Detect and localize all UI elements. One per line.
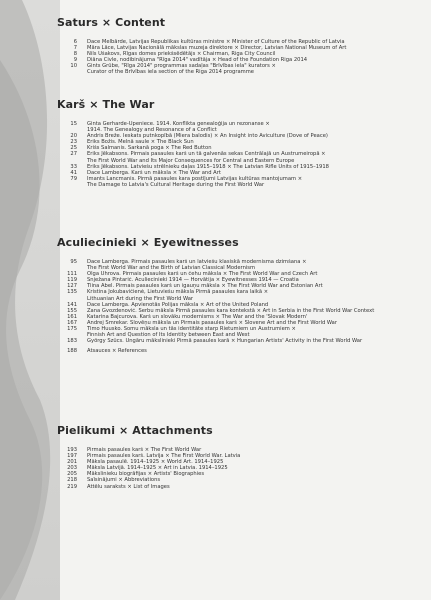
entry-title: Finnish Art and Question of Its Identity between East and West <box>87 332 250 339</box>
page-number: 15 <box>70 121 77 127</box>
entry-title: Curator of the Brīvības iela section of the Riga 2014 programme <box>87 69 254 76</box>
entry-title: Andrej Smrekar. Slovēņu māksla un Pirmais pasaules karš × Slovene Art and the First World War <box>87 319 337 326</box>
entry-title: Ginta Gerharde-Upeniece. 1914. Konflikta genealoģija un rezonanse × <box>87 121 270 127</box>
page-number <box>55 182 87 188</box>
page-number: 205 <box>67 471 77 478</box>
entry-title: Gints Grūbe, "Rīga 2014" programmas sadaļas "Brīvības iela" kurators × <box>87 63 276 70</box>
page-number: 7 <box>73 45 77 52</box>
page-number: 27 <box>70 151 77 158</box>
entry-title: Attēlu saraksts × List of Images <box>87 483 170 490</box>
page-number: 203 <box>67 465 77 472</box>
entry-title: Ēriks Jēkabsons. Latviešu strēlnieku daļas 1915–1918 × The Latvian Rifle Units of 1915–1918 <box>87 163 329 170</box>
page-number: 79 <box>70 175 77 182</box>
page-number: 167 <box>67 319 77 326</box>
entry-list <box>55 259 423 354</box>
entry-title: Ēriks Jēkabsons. Pirmais pasaules karš un tā galvenās sekas Centrālajā un Austrumeiropā × <box>87 151 326 158</box>
page-number: 175 <box>67 326 77 333</box>
toc-entry <box>55 182 423 188</box>
section-heading: Aculiecinieki × Eyewitnesses <box>57 236 239 249</box>
toc-entry <box>55 69 423 75</box>
section-heading: Pielikumi × Attachments <box>57 424 213 437</box>
section-the-war <box>55 98 423 188</box>
entry-title: Ēriks Božis. Melnā saule × The Black Sun <box>87 139 194 146</box>
entry-title: György Szücs. Ungāru mākslinieki Pirmā pasaules karā × Hungarian Artists' Activity in the First World War <box>87 338 363 345</box>
entry-title: 1914. The Genealogy and Resonance of a Conflict <box>87 127 217 134</box>
entry-title: The First World War and Its Major Consequences for Central and Eastern Europe <box>87 157 295 164</box>
page-number: 201 <box>67 459 77 466</box>
entry-list <box>55 39 423 76</box>
entry-title: Diāna Čivle, nodibinājuma "Rīga 2014" vadītāja × Head of the Foundation Riga 2014 <box>87 57 308 64</box>
page-number: 6 <box>73 39 77 45</box>
page-number: 193 <box>67 447 77 453</box>
entry-title: The Damage to Latvia's Cultural Heritage during the First World War <box>87 181 265 188</box>
entry-list <box>55 121 423 188</box>
page-number: 161 <box>67 313 77 320</box>
entry-title: Olga Uhrova. Pirmais pasaules karš un čehu māksla × The First World War and Czech Art <box>87 271 318 278</box>
entry-title: Snježana Pintarić. Aculiecinieki 1914 — Horvātija × Eyewitnesses 1914 — Croatia <box>87 277 299 284</box>
page-number: 188 <box>67 348 77 355</box>
page-number: 95 <box>70 259 77 265</box>
entry-title: Kristina Jokubavičienė, Lietuviešu māksla Pirmā pasaules kara laikā × <box>87 289 269 296</box>
entry-title: Māra Lāce, Latvijas Nacionālā mākslas muzeja direktore × Director, Latvian National Museum of Art <box>87 45 347 52</box>
section-attachments <box>55 424 423 490</box>
section-heading: Karš × The War <box>57 98 155 111</box>
entry-title: Pirmais pasaules karš × The First World War <box>87 447 202 453</box>
entry-title: Andris Breže. Ieskats putnkopībā (Miera balodis) × An Insight into Aviculture (Dove of Peace) <box>87 133 328 140</box>
section-content <box>55 16 423 76</box>
page-number: 141 <box>67 301 77 308</box>
page-number: 119 <box>67 277 77 284</box>
entry-title: The First World War and the Birth of Latvian Classical Modernism <box>87 265 256 272</box>
entry-title: Dace Lamberga. Pirmais pasaules karš un latviešu klasiskā modernisma dzimšana × <box>87 259 307 265</box>
toc-entry <box>55 484 423 490</box>
page-number: 218 <box>67 477 77 484</box>
page-number <box>55 69 87 75</box>
entry-title: Lithuanian Art during the First World War <box>87 295 194 302</box>
page-number: 41 <box>70 169 77 176</box>
page-number: 183 <box>67 338 77 345</box>
page-number: 25 <box>70 145 77 152</box>
entry-title: Žana Gvozdenović. Serbu māksla Pirmā pasaules kara kontekstā × Art in Serbia in the First World War Context <box>87 307 375 314</box>
section-eyewitnesses <box>55 236 423 354</box>
entry-title: Tiina Abel. Pirmais pasaules karš un igauņu māksla × The First World War and Estonian Art <box>87 283 323 290</box>
entry-list <box>55 447 423 490</box>
toc-entry <box>55 338 423 344</box>
entry-title: Dace Melbārde, Latvijas Republikas kultūras ministre × Minister of Culture of the Republic of Latvia <box>87 39 345 45</box>
page-number: 8 <box>73 51 77 58</box>
entry-title: Katarina Bajcurova. Karš un slovāku modernisms × The War and the 'Slovak Modern' <box>87 313 308 320</box>
page-number: 9 <box>73 57 77 64</box>
page-number: 135 <box>67 289 77 296</box>
page-number: 10 <box>70 63 77 70</box>
page-number: 33 <box>70 163 77 170</box>
page-number: 155 <box>67 307 77 314</box>
entry-title: Pirmais pasaules karš. Latvija × The First World War. Latvia <box>87 453 241 460</box>
entry-title: Dace Lamberga. Karš un māksla × The War and Art <box>87 169 221 176</box>
entry-title: Nils Ušakovs, Rīgas domes priekšsēdētājs × Chairman, Riga City Council <box>87 51 276 58</box>
entry-title: Māksla Latvijā. 1914–1925 × Art in Latvia. 1914–1925 <box>87 465 228 472</box>
entry-title: Māksla pasaulē. 1914–1925 × World Art. 1914–1925 <box>87 459 224 466</box>
entry-title: Imants Lancmanis. Pirmā pasaules kara postījumi Latvijas kultūras mantojumam × <box>87 175 303 182</box>
entry-title: Saīsinājumi × Abbreviations <box>87 477 161 484</box>
entry-title: Krišs Salmanis. Sarkanā poga × The Red Button <box>87 145 212 152</box>
toc-entry <box>55 348 423 354</box>
page-number: 127 <box>67 283 77 290</box>
page-number: 219 <box>67 483 77 490</box>
section-heading: Saturs × Content <box>57 16 166 29</box>
page-number: 23 <box>70 139 77 146</box>
page-number: 20 <box>70 133 77 140</box>
page-number: 197 <box>67 453 77 460</box>
entry-title: Dace Lamberga. Apvienotās Polijas māksla × Art of the United Poland <box>87 301 269 308</box>
entry-title: Mākslinieku biogrāfijas × Artists' Biographies <box>87 471 205 478</box>
entry-title: Timo Huusko. Somu māksla un tās identitāte starp Rietumiem un Austrumiem × <box>87 326 296 333</box>
entry-title: Atsauces × References <box>87 348 147 355</box>
page-number: 111 <box>67 271 77 278</box>
